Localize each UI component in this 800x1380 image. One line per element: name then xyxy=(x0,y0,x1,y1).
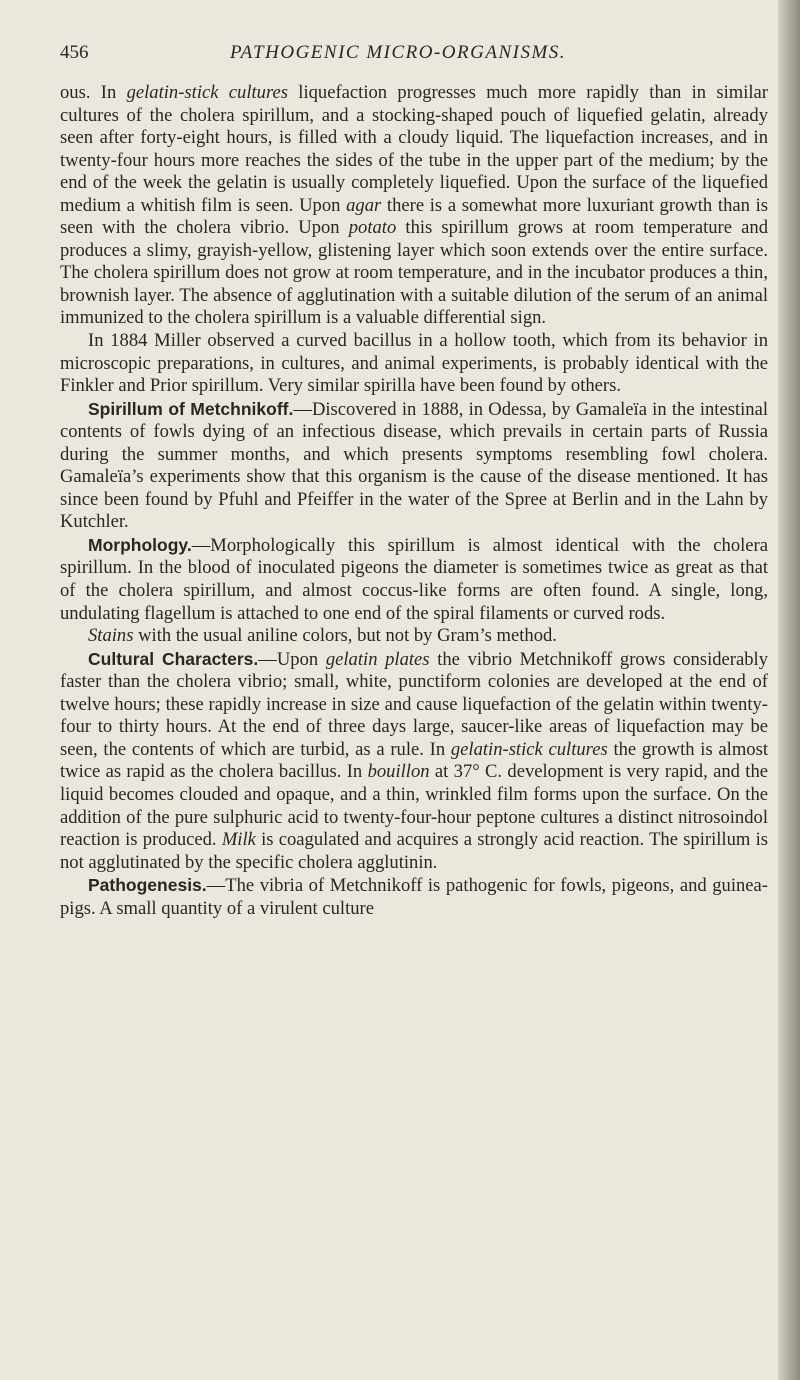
text-run: the growth is almost twice as rapid as the cholera bacillus. In xyxy=(60,738,769,783)
section-heading: Morphology. xyxy=(88,534,192,555)
text-run: —Morphologically this spirillum is almost identical with the cholera spirillum. In the blood of inoculated pigeons the diameter is sometimes twice as great as that of the cholera spirillum, and almost coccus-like forms are often found. A single, long, undulating flagellum is attached to one end of the spiral filaments or curved rods. xyxy=(60,534,768,624)
running-title: PATHOGENIC MICRO-ORGANISMS. xyxy=(230,42,567,63)
text-run: ous. In xyxy=(60,82,127,103)
section-heading: Pathogenesis. xyxy=(88,875,207,896)
text-run: with the usual aniline colors, but not by Gram’s method. xyxy=(133,625,557,647)
text-run: —Discovered in 1888, in Odessa, by Gamaleïa in the intestinal contents of fowls dying of an infectious disease, which prevails in certain parts of Russia during the summer months, and which presents symptoms resembling fowl cholera. Gamaleïa’s experiments show that this organism is the cause of the disease mentioned. It has since been found by Pfuhl and Pfeiffer in the water of the Spree at Berlin and in the Lahn by Kutchler. xyxy=(60,398,768,533)
paragraph-pathogenesis xyxy=(60,874,768,920)
italic-term: Milk xyxy=(221,829,256,851)
italic-term: Stains xyxy=(88,625,134,647)
text-run: liquefaction progresses much more rapidly than in similar cultures of the cholera spirillum, and a stocking-shaped pouch of liquefied gelatin, already seen after forty-eight hours, is filled with a cloudy liquid. The liquefaction increases, and in twenty-four hours more reaches the sides of the tube in the upper part of the medium; by the end of the week the gelatin is usually completely liquefied. Upon the surface of the liquefied medium a whitish film is seen. Upon xyxy=(60,82,768,216)
italic-term: agar xyxy=(346,194,382,216)
italic-term: gelatin-stick cultures xyxy=(126,82,288,103)
section-heading: Spirillum of Metchnikoff. xyxy=(88,398,294,419)
paragraph-morphology xyxy=(60,534,768,625)
paragraph-spirillum-metchnikoff xyxy=(60,398,768,534)
page-number: 456 xyxy=(60,42,89,63)
body-text xyxy=(60,82,768,920)
paragraph-miller: In 1884 Miller observed a curved bacillus in a hollow tooth, which from its behavior in microscopic preparations, in cultures, and animal experiments, is probably identical with the Finkler and Prior spirillum. Very similar spirilla have been found by others. xyxy=(60,330,768,397)
text-run: at 37° C. development is very rapid, and the liquid becomes clouded and opaque, and a thin, wrinkled film forms upon the surface. On the addition of the pure sulphuric acid to twenty-four-hour peptone cultures a distinct nitrosoindol reaction is produced. xyxy=(60,761,768,851)
text-run: the vibrio Metchnikoff grows considerably faster than the cholera vibrio; small, white, punctiform colonies are developed at the end of twelve hours; these rapidly increase in size and cause liquefaction of the gelatin within twenty-four to thirty hours. At the end of three days large, saucer-like areas of liquefaction may be seen, the contents of which are turbid, as a rule. In xyxy=(60,648,768,760)
italic-term: gelatin-stick cultures xyxy=(450,738,608,760)
italic-term: bouillon xyxy=(367,761,430,783)
paragraph-stains xyxy=(60,625,768,648)
text-run: —Upon xyxy=(258,648,326,670)
italic-term: gelatin plates xyxy=(325,648,430,670)
page-edge xyxy=(778,0,800,1380)
text-run: is coagulated and acquires a strongly acid reaction. The spirillum is not agglutinated by the specific cholera agglutinin. xyxy=(60,829,768,873)
paragraph-gelatin-cultures xyxy=(60,82,768,330)
section-heading: Cultural Characters. xyxy=(88,648,259,669)
page-header xyxy=(60,42,760,70)
paragraph-cultural-characters xyxy=(60,648,768,874)
text-run: this spirillum grows at room temperature and produces a slimy, grayish-yellow, glistening layer which soon extends over the entire surface. The cholera spirillum does not grow at room temperature, and in the incubator produces a thin, brownish layer. The absence of agglutination with a suitable dilution of the serum of an animal immunized to the cholera spirillum is a valuable differential sign. xyxy=(60,217,768,329)
italic-term: potato xyxy=(348,217,397,239)
text-run: there is a somewhat more luxuriant growth than is seen with the cholera vibrio. Upon xyxy=(60,194,768,239)
text-run: —The vibria of Metchnikoff is pathogenic for fowls, pigeons, and guinea-pigs. A small quantity of a virulent culture xyxy=(60,875,768,919)
